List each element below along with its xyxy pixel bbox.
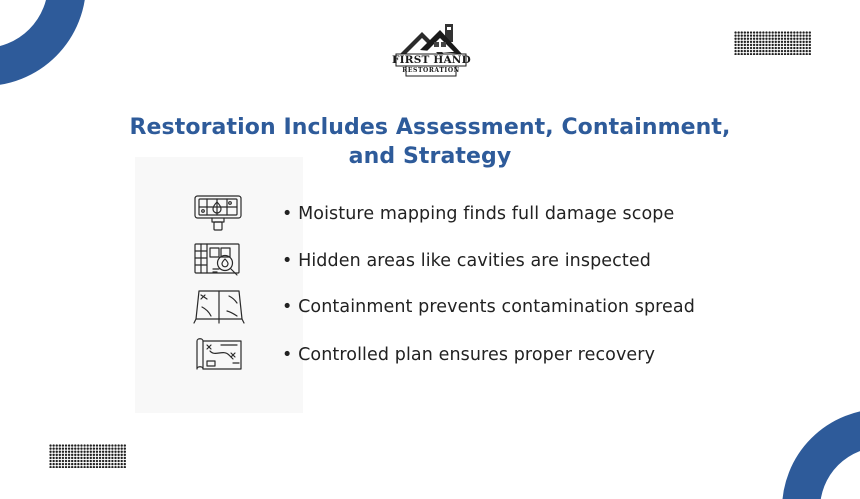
logo-tagline: RESTORATION — [402, 67, 460, 74]
wall-inspection-icon — [193, 241, 245, 279]
list-item — [0, 194, 860, 234]
title-line-2: and Strategy — [348, 144, 512, 169]
list-item-text: • Hidden areas like cavities are inspected — [282, 251, 651, 271]
list-item-text: • Controlled plan ensures proper recovery — [282, 345, 656, 365]
page-title — [0, 113, 860, 171]
dot-pattern-top-right — [734, 31, 811, 55]
recovery-plan-map-icon — [193, 335, 245, 373]
list-item-text: • Containment prevents contamination spread — [282, 297, 695, 317]
dot-pattern-bottom-left — [49, 444, 126, 468]
moisture-meter-icon — [193, 194, 245, 232]
list-item — [0, 335, 860, 375]
decorative-ring-bottom-right — [782, 409, 860, 499]
list-item-text: • Moisture mapping finds full damage scope — [282, 204, 675, 224]
logo-wordmark: FIRST HAND — [392, 54, 471, 66]
title-line-1: Restoration Includes Assessment, Containment, — [129, 115, 731, 140]
list-item — [0, 287, 860, 327]
containment-barrier-icon — [193, 287, 245, 325]
decorative-ring-top-left — [0, 0, 86, 86]
company-logo — [392, 20, 470, 78]
list-item — [0, 241, 860, 281]
